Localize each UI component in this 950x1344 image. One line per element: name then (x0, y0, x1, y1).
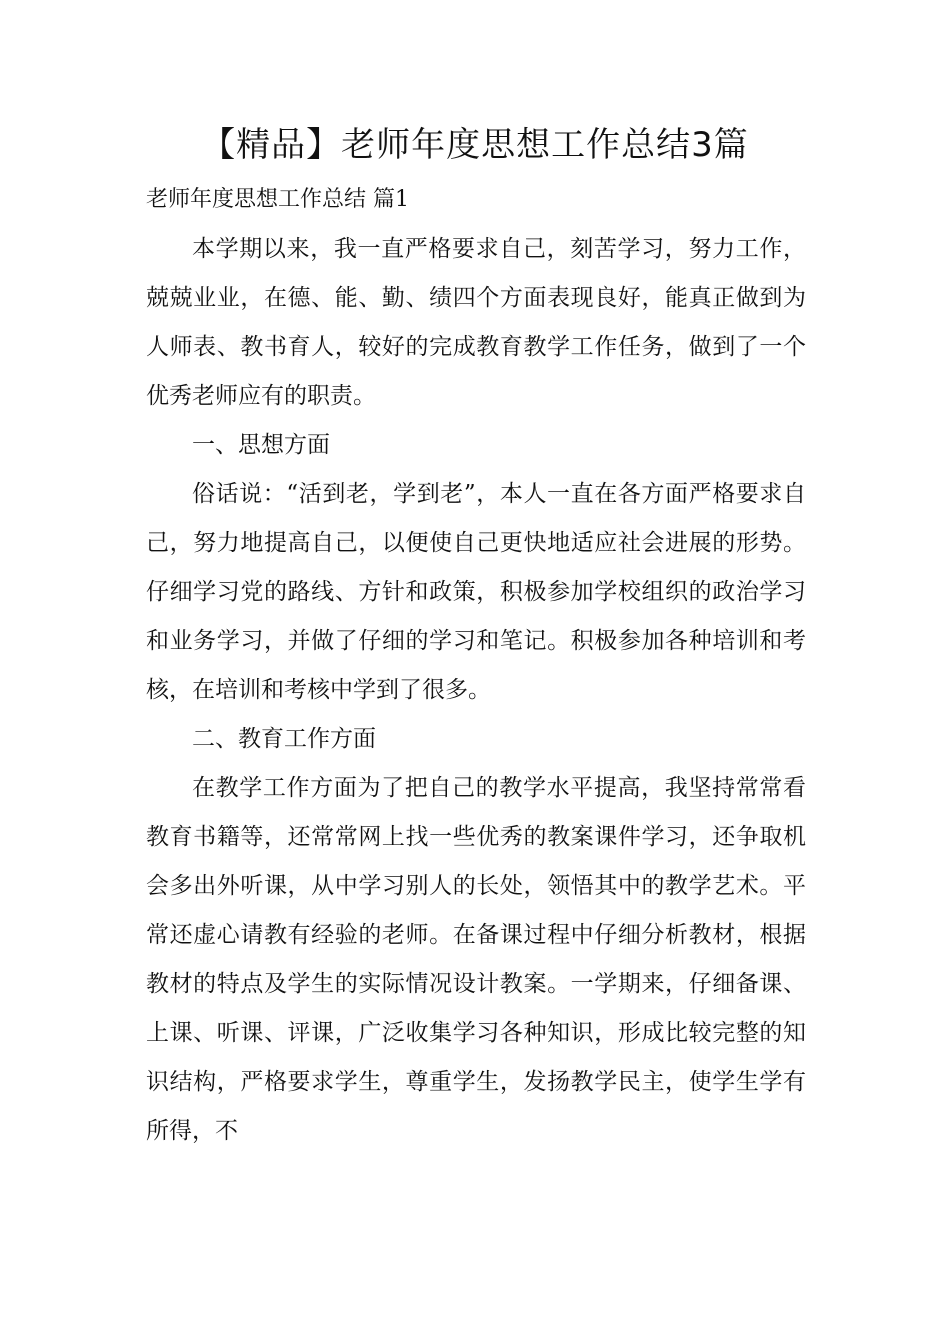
document-body (146, 225, 806, 1156)
heading-ideology: 一、思想方面 (192, 432, 330, 458)
document-title: 【精品】老师年度思想工作总结3篇 (201, 125, 749, 165)
paragraph-ideology: 俗话说：“活到老，学到老”，本人一直在各方面严格要求自己，努力地提高自己，以便使自己更快地适应社会进展的形势。仔细学习党的路线、方针和政策，积极参加学校组织的政治学习和业务学习，并做了仔细的学习和笔记。积极参加各种培训和考核，在培训和考核中学到了很多。 (146, 481, 806, 703)
heading-education-work: 二、教育工作方面 (192, 726, 376, 752)
paragraph-education-work: 在教学工作方面为了把自己的教学水平提高，我坚持常常看教育书籍等，还常常网上找一些优秀的教案课件学习，还争取机会多出外听课，从中学习别人的长处，领悟其中的教学艺术。平常还虚心请教有经验的老师。在备课过程中仔细分析教材，根据教材的特点及学生的实际情况设计教案。一学期来，仔细备课、上课、听课、评课，广泛收集学习各种知识，形成比较完整的知识结构，严格要求学生，尊重学生，发扬教学民主，使学生学有所得，不 (146, 775, 806, 1144)
section-subtitle: 老师年度思想工作总结 篇1 (146, 187, 409, 212)
paragraph-intro: 本学期以来，我一直严格要求自己，刻苦学习，努力工作，兢兢业业，在德、能、勤、绩四个方面表现良好，能真正做到为人师表、教书育人，较好的完成教育教学工作任务，做到了一个优秀老师应有的职责。 (146, 236, 806, 409)
